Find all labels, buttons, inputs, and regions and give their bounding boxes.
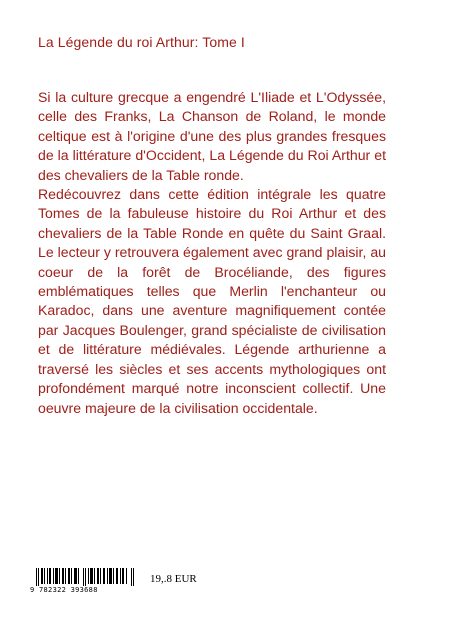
price-label: 19,.8 EUR [150, 573, 197, 585]
back-cover-blurb [38, 88, 386, 418]
blurb-paragraph-2: Redécouvrez dans cette édition intégrale les quatre Tomes de la fabuleuse histoire du Roi Arthur et des chevaliers de la Table Ronde en quête du Saint Graal. Le lecteur y retrouvera également avec grand plaisir, au coeur de la forêt de Brocéliande, des figures emblématiques telles que Merlin l'enchanteur ou Karadoc, dans une aventure magnifiquement contée par Jacques Boulenger, grand spécialiste de civilisation et de littérature médiévales. Légende arthurienne a traversé les siècles et ses accents mythologiques ont profondément marqué notre inconscient collectif. Une oeuvre majeure de la civilisation occidentale. [38, 186, 386, 416]
barcode-digits: 9 782322 393688 [30, 586, 98, 594]
isbn-barcode [30, 566, 138, 596]
barcode-bars-icon [36, 568, 136, 586]
book-title: La Légende du roi Arthur: Tome I [38, 34, 245, 50]
blurb-paragraph-1: Si la culture grecque a engendré L'Iliade et L'Odyssée, celle des Franks, La Chanson de Roland, le monde celtique est à l'origine d'une des plus grandes fresques de la littérature d'Occident, La Légende du Roi Arthur et des chevaliers de la Table ronde. [38, 89, 386, 183]
